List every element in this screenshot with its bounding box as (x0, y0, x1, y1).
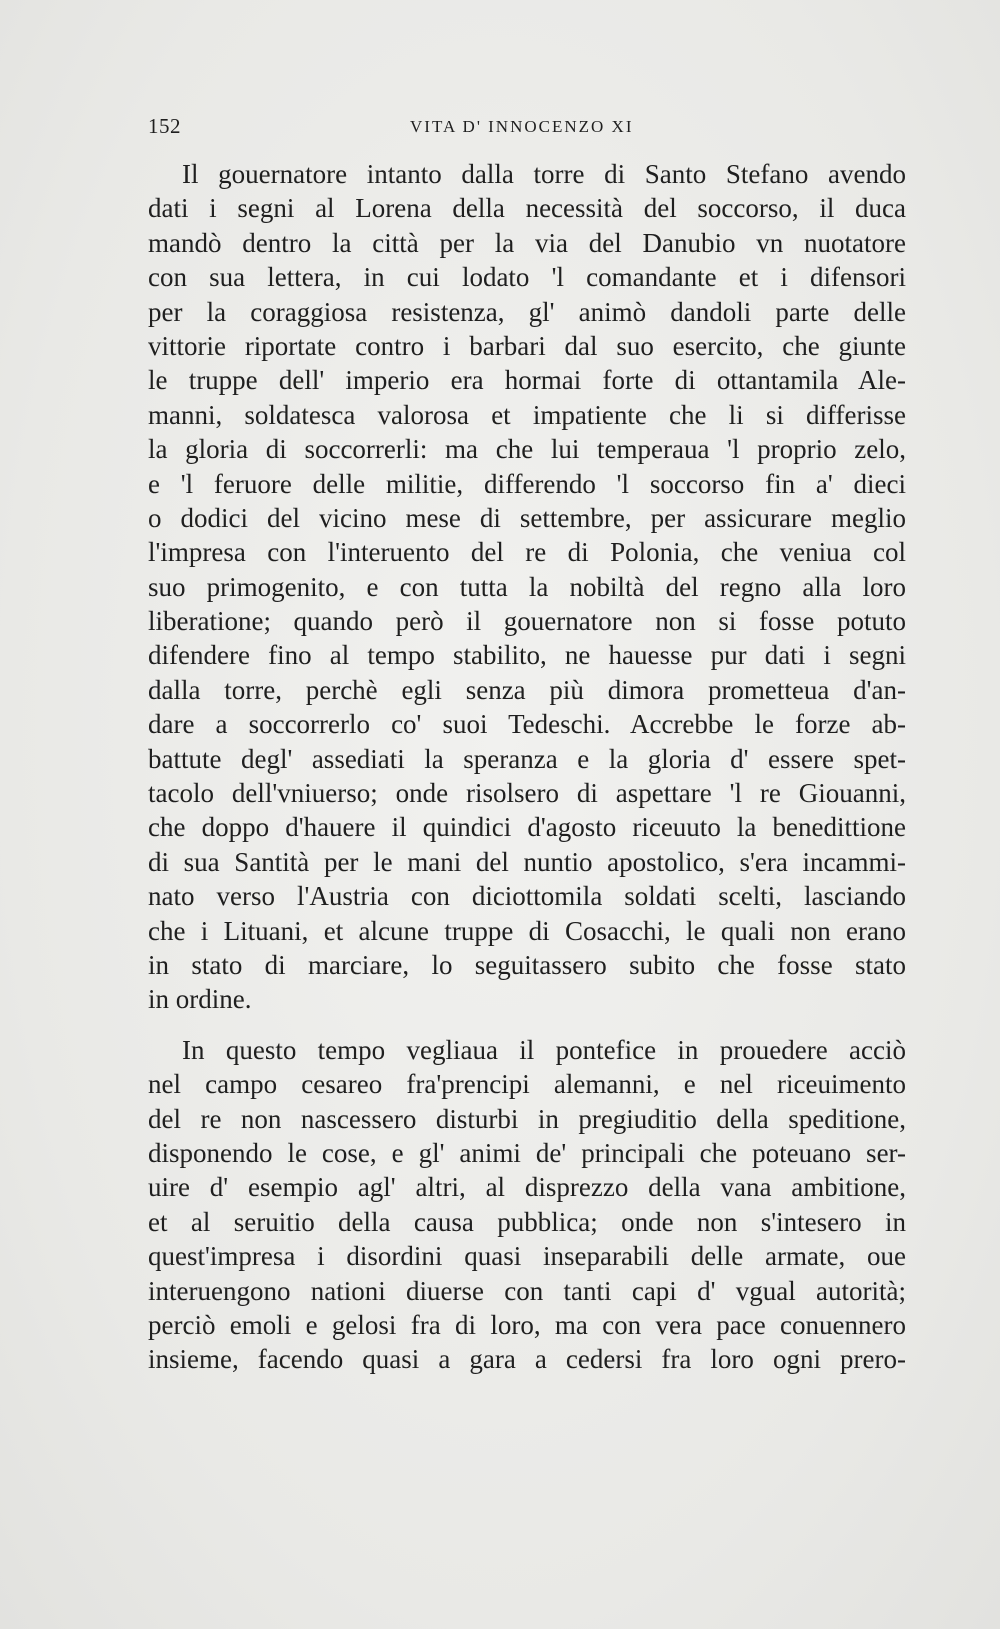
text-line: mandò dentro la città per la via del Danubio vn nuotatore (148, 227, 906, 258)
text-line: In questo tempo vegliaua il pontefice in prouedere acciò (182, 1034, 906, 1065)
text-line: perciò emoli e gelosi fra di loro, ma con vera pace conuennero (148, 1309, 906, 1340)
running-title: VITA D' INNOCENZO XI (410, 117, 634, 136)
text-line: liberatione; quando però il gouernatore non si fosse potuto (148, 606, 906, 637)
text-line: difendere fino al tempo stabilito, ne hauesse pur dati i segni (148, 640, 906, 671)
text-line: di sua Santità per le mani del nuntio apostolico, s'era incammi- (148, 846, 906, 877)
text-line: con sua lettera, in cui lodato 'l comandante et i difensori (148, 262, 906, 293)
text-line: la gloria di soccorrerli: ma che lui temperaua 'l proprio zelo, (148, 434, 906, 465)
text-line: o dodici del vicino mese di settembre, per assicurare meglio (148, 502, 906, 533)
text-line: del re non nascessero disturbi in pregiuditio della speditione, (148, 1103, 906, 1134)
paragraph-gap (148, 1017, 906, 1033)
text-line: nato verso l'Austria con diciottomila soldati scelti, lasciando (148, 881, 906, 912)
text-line: quest'impresa i disordini quasi inseparabili delle armate, oue (148, 1241, 906, 1272)
text-line: in stato di marciare, lo seguitassero subito che fosse stato (148, 949, 906, 980)
text-line: e 'l feruore delle militie, differendo 'l soccorso fin a' dieci (148, 468, 906, 499)
text-line: l'impresa con l'interuento del re di Polonia, che veniua col (148, 537, 906, 568)
text-line: che doppo d'hauere il quindici d'agosto riceuuto la benedittione (148, 812, 906, 843)
text-line: dati i segni al Lorena della necessità del soccorso, il duca (148, 193, 906, 224)
text-line: disponendo le cose, e gl' animi de' principali che poteuano ser- (148, 1137, 906, 1168)
text-line: battute degl' assediati la speranza e la gloria d' essere spet- (148, 743, 906, 774)
page-number: 152 (148, 114, 181, 138)
text-line: et al seruitio della causa pubblica; onde non s'intesero in (148, 1206, 906, 1237)
text-line: le truppe dell' imperio era hormai forte di ottantamila Ale- (148, 365, 906, 396)
text-line: Il gouernatore intanto dalla torre di Santo Stefano avendo (182, 159, 906, 189)
paragraph (148, 157, 906, 1017)
paragraph (148, 1033, 906, 1377)
body-text (148, 157, 906, 1377)
page-header (148, 114, 904, 150)
text-line: dalla torre, perchè egli senza più dimora prometteua d'an- (148, 674, 906, 705)
text-line: dare a soccorrerlo co' suoi Tedeschi. Accrebbe le forze ab- (148, 709, 906, 740)
text-line: nel campo cesareo fra'prencipi alemanni, e nel riceuimento (148, 1069, 906, 1100)
text-line: uire d' esempio agl' altri, al disprezzo della vana ambitione, (148, 1172, 906, 1203)
text-line: tacolo dell'vniuerso; onde risolsero di aspettare 'l re Giouanni, (148, 778, 906, 809)
text-line: in ordine. (148, 984, 252, 1015)
text-line: vittorie riportate contro i barbari dal suo esercito, che giunte (148, 330, 906, 361)
text-line: suo primogenito, e con tutta la nobiltà del regno alla loro (148, 571, 906, 602)
text-line: insieme, facendo quasi a gara a cedersi fra loro ogni prero- (148, 1344, 906, 1375)
text-line: per la coraggiosa resistenza, gl' animò dandoli parte delle (148, 296, 906, 327)
text-line: che i Lituani, et alcune truppe di Cosacchi, le quali non erano (148, 915, 906, 946)
text-line: manni, soldatesca valorosa et impatiente che li si differisse (148, 399, 906, 430)
text-line: interuengono nationi diuerse con tanti capi d' vgual autorità; (148, 1275, 906, 1306)
